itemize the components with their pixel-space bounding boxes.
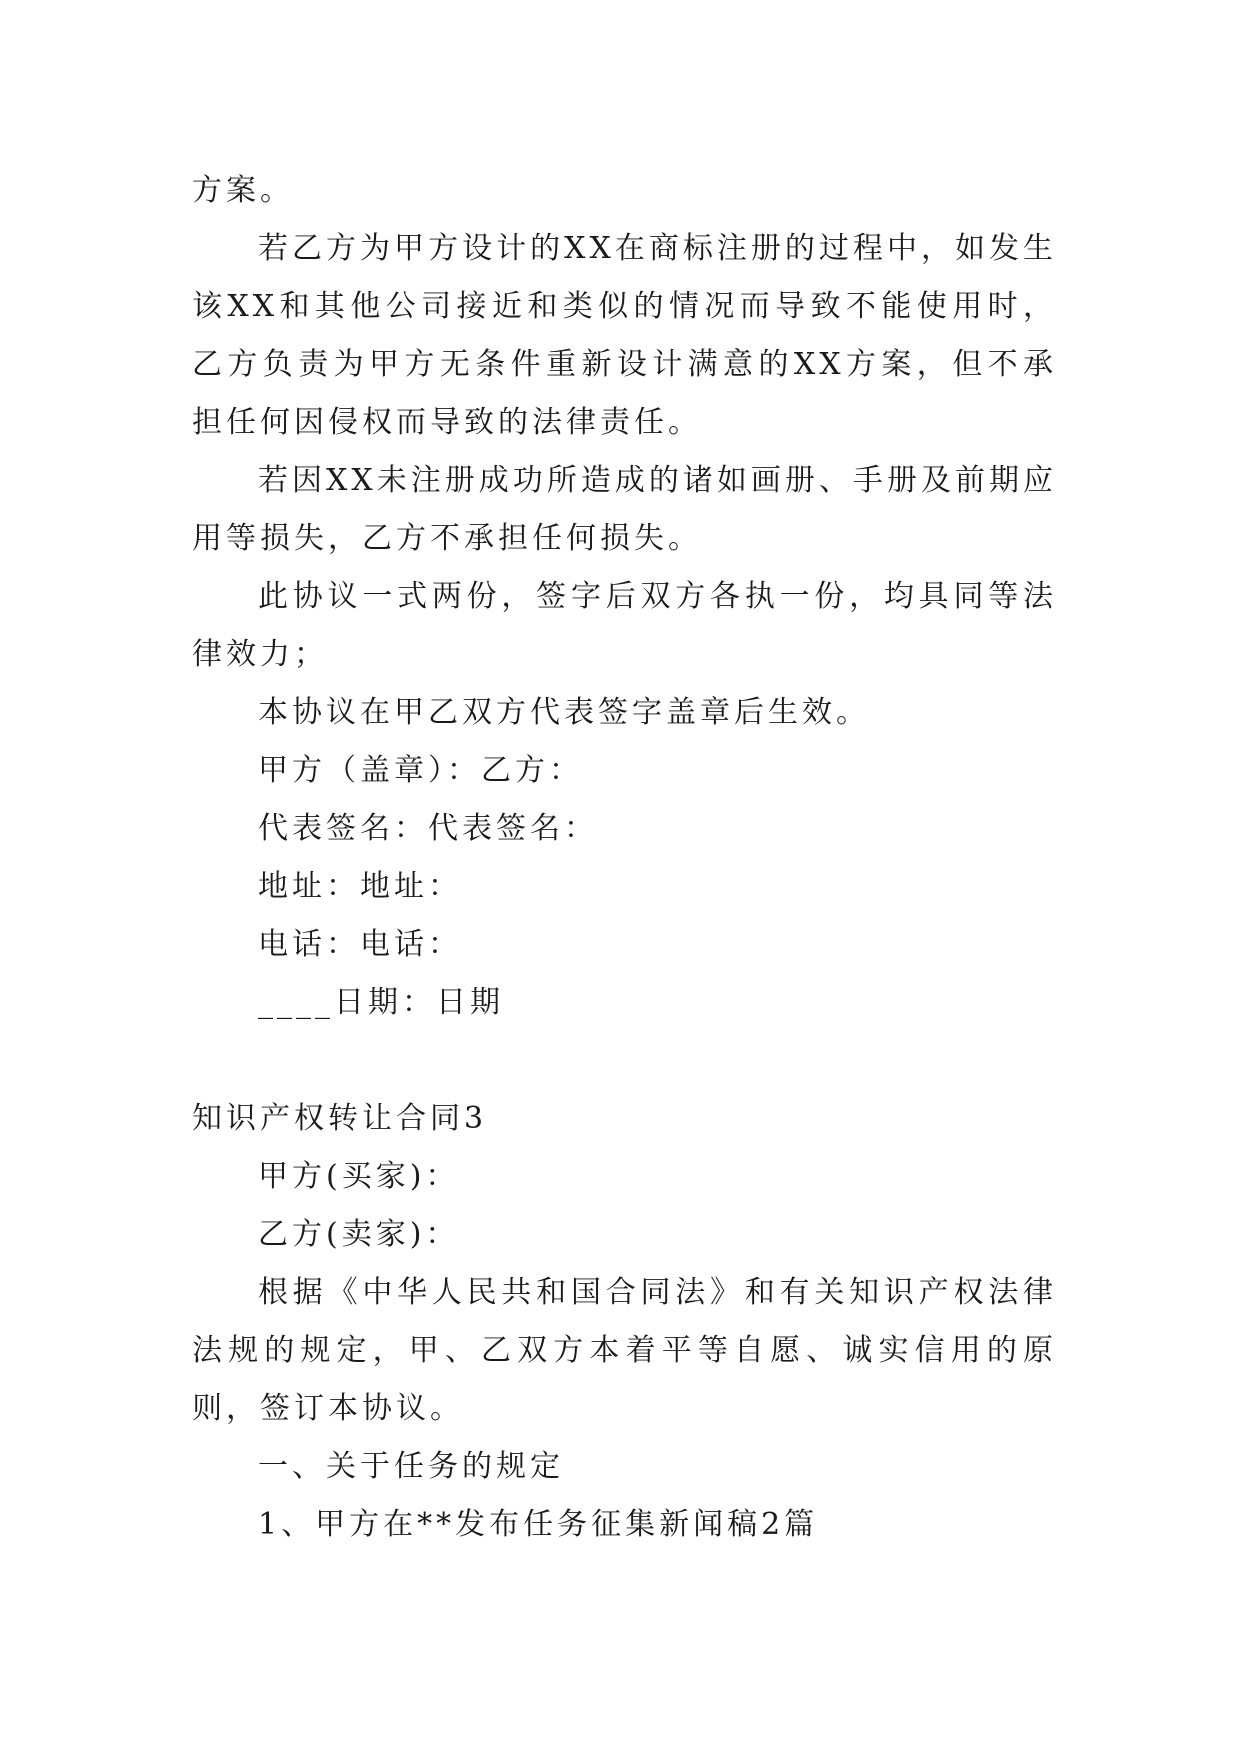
section-title: 知识产权转让合同3: [192, 1101, 488, 1136]
section-spacer: [192, 1032, 1057, 1090]
party-a-line: 甲方(买家)：: [258, 1159, 460, 1194]
contract-3-block: [192, 1148, 1057, 1554]
signature-line-phone: 电话：电话：: [258, 927, 462, 962]
signature-line-representative: 代表签名：代表签名：: [258, 811, 598, 846]
signature-line-party: 甲方（盖章）：乙方：: [258, 753, 583, 788]
signature-line-address: 地址：地址：: [258, 869, 462, 904]
paragraph: 此协议一式两份，签字后双方各执一份，均具同等法律效力；: [192, 579, 1057, 672]
paragraph: 根据《中华人民共和国合同法》和有关知识产权法律法规的规定，甲、乙双方本着平等自愿、诚实信用的原则，签订本协议。: [192, 1275, 1057, 1426]
paragraph: 方案。: [192, 173, 294, 208]
paragraph: 本协议在甲乙双方代表签字盖章后生效。: [258, 695, 870, 730]
paragraph: 若乙方为甲方设计的XX在商标注册的过程中，如发生该XX和其他公司接近和类似的情况而导致不能使用时，乙方负责为甲方无条件重新设计满意的XX方案，但不承担任何因侵权而导致的法律责任。: [192, 231, 1057, 440]
paragraph: 若因XX未注册成功所造成的诸如画册、手册及前期应用等损失，乙方不承担任何损失。: [192, 463, 1057, 556]
document-body: [192, 162, 1057, 1554]
contract-terms-block: [192, 162, 1057, 1032]
clause-heading: 一、关于任务的规定: [258, 1449, 564, 1484]
clause-item: 1、甲方在**发布任务征集新闻稿2篇: [258, 1507, 819, 1542]
signature-line-date: ____日期：日期: [258, 985, 504, 1020]
party-b-line: 乙方(卖家)：: [258, 1217, 460, 1252]
